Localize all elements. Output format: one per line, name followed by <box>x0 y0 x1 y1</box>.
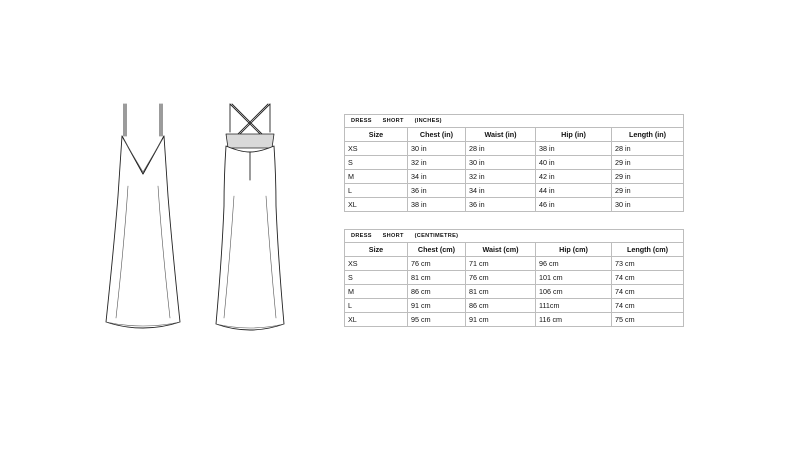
table-cell: 95 cm <box>408 313 466 327</box>
table-cell: 44 in <box>536 184 612 198</box>
table-cell: 30 in <box>408 142 466 156</box>
table-cell: 42 in <box>536 170 612 184</box>
dress-back-sketch <box>212 96 288 336</box>
column-header: Chest (cm) <box>408 243 466 257</box>
table-cell: 29 in <box>612 170 684 184</box>
table-cell: 29 in <box>612 184 684 198</box>
table-cell: 86 cm <box>466 299 536 313</box>
table-cell: 106 cm <box>536 285 612 299</box>
table-cell: 46 in <box>536 198 612 212</box>
table-row <box>345 170 684 184</box>
table-row <box>345 271 684 285</box>
column-header: Hip (in) <box>536 128 612 142</box>
table-cell: 76 cm <box>466 271 536 285</box>
table-cell: 30 in <box>466 156 536 170</box>
size-table-inches <box>344 114 684 212</box>
table-cell: 96 cm <box>536 257 612 271</box>
table-cell: 76 cm <box>408 257 466 271</box>
caption-garment: DRESS <box>351 118 372 124</box>
caption-style: SHORT <box>382 233 404 239</box>
table-row <box>345 313 684 327</box>
table-cell: 101 cm <box>536 271 612 285</box>
column-header: Waist (in) <box>466 128 536 142</box>
table-cell: 81 cm <box>408 271 466 285</box>
table-cell: 32 in <box>408 156 466 170</box>
table-row <box>345 156 684 170</box>
table-cell: 40 in <box>536 156 612 170</box>
column-header: Size <box>345 243 408 257</box>
column-header: Waist (cm) <box>466 243 536 257</box>
table-cell: 38 in <box>408 198 466 212</box>
table-cell: L <box>345 299 408 313</box>
table-cell: 73 cm <box>612 257 684 271</box>
table-header-row <box>345 243 684 257</box>
table-cell: 74 cm <box>612 299 684 313</box>
column-header: Chest (in) <box>408 128 466 142</box>
table-cell: M <box>345 285 408 299</box>
table-cell: 36 in <box>466 198 536 212</box>
table-cell: L <box>345 184 408 198</box>
table-cell: XL <box>345 198 408 212</box>
table-cell: 71 cm <box>466 257 536 271</box>
column-header: Size <box>345 128 408 142</box>
table-row <box>345 285 684 299</box>
size-table-centimetre <box>344 229 684 327</box>
table-caption <box>345 230 684 243</box>
table-cell: XS <box>345 257 408 271</box>
table-row <box>345 257 684 271</box>
table-cell: S <box>345 156 408 170</box>
table-cell: 81 cm <box>466 285 536 299</box>
caption-unit: (CENTIMETRE) <box>414 233 459 239</box>
table-caption-row <box>345 230 684 243</box>
table-caption <box>345 115 684 128</box>
table-cell: 74 cm <box>612 271 684 285</box>
table-cell: 30 in <box>612 198 684 212</box>
column-header: Hip (cm) <box>536 243 612 257</box>
table-row <box>345 184 684 198</box>
table-row <box>345 198 684 212</box>
table-cell: 32 in <box>466 170 536 184</box>
table-cell: 28 in <box>612 142 684 156</box>
table-cell: 91 cm <box>466 313 536 327</box>
table-cell: 38 in <box>536 142 612 156</box>
column-header: Length (in) <box>612 128 684 142</box>
table-cell: 75 cm <box>612 313 684 327</box>
table-cell: XS <box>345 142 408 156</box>
table-row <box>345 299 684 313</box>
caption-style: SHORT <box>382 118 404 124</box>
table-row <box>345 142 684 156</box>
table-caption-row <box>345 115 684 128</box>
table-cell: 111cm <box>536 299 612 313</box>
table-cell: S <box>345 271 408 285</box>
table-cell: 34 in <box>408 170 466 184</box>
table-cell: 74 cm <box>612 285 684 299</box>
column-header: Length (cm) <box>612 243 684 257</box>
table-cell: 116 cm <box>536 313 612 327</box>
table-cell: 29 in <box>612 156 684 170</box>
table-cell: 34 in <box>466 184 536 198</box>
caption-garment: DRESS <box>351 233 372 239</box>
table-header-row <box>345 128 684 142</box>
table-cell: 28 in <box>466 142 536 156</box>
caption-unit: (INCHES) <box>414 118 442 124</box>
table-cell: M <box>345 170 408 184</box>
table-cell: 86 cm <box>408 285 466 299</box>
table-cell: 36 in <box>408 184 466 198</box>
table-cell: 91 cm <box>408 299 466 313</box>
table-cell: XL <box>345 313 408 327</box>
dress-front-sketch <box>102 96 184 336</box>
